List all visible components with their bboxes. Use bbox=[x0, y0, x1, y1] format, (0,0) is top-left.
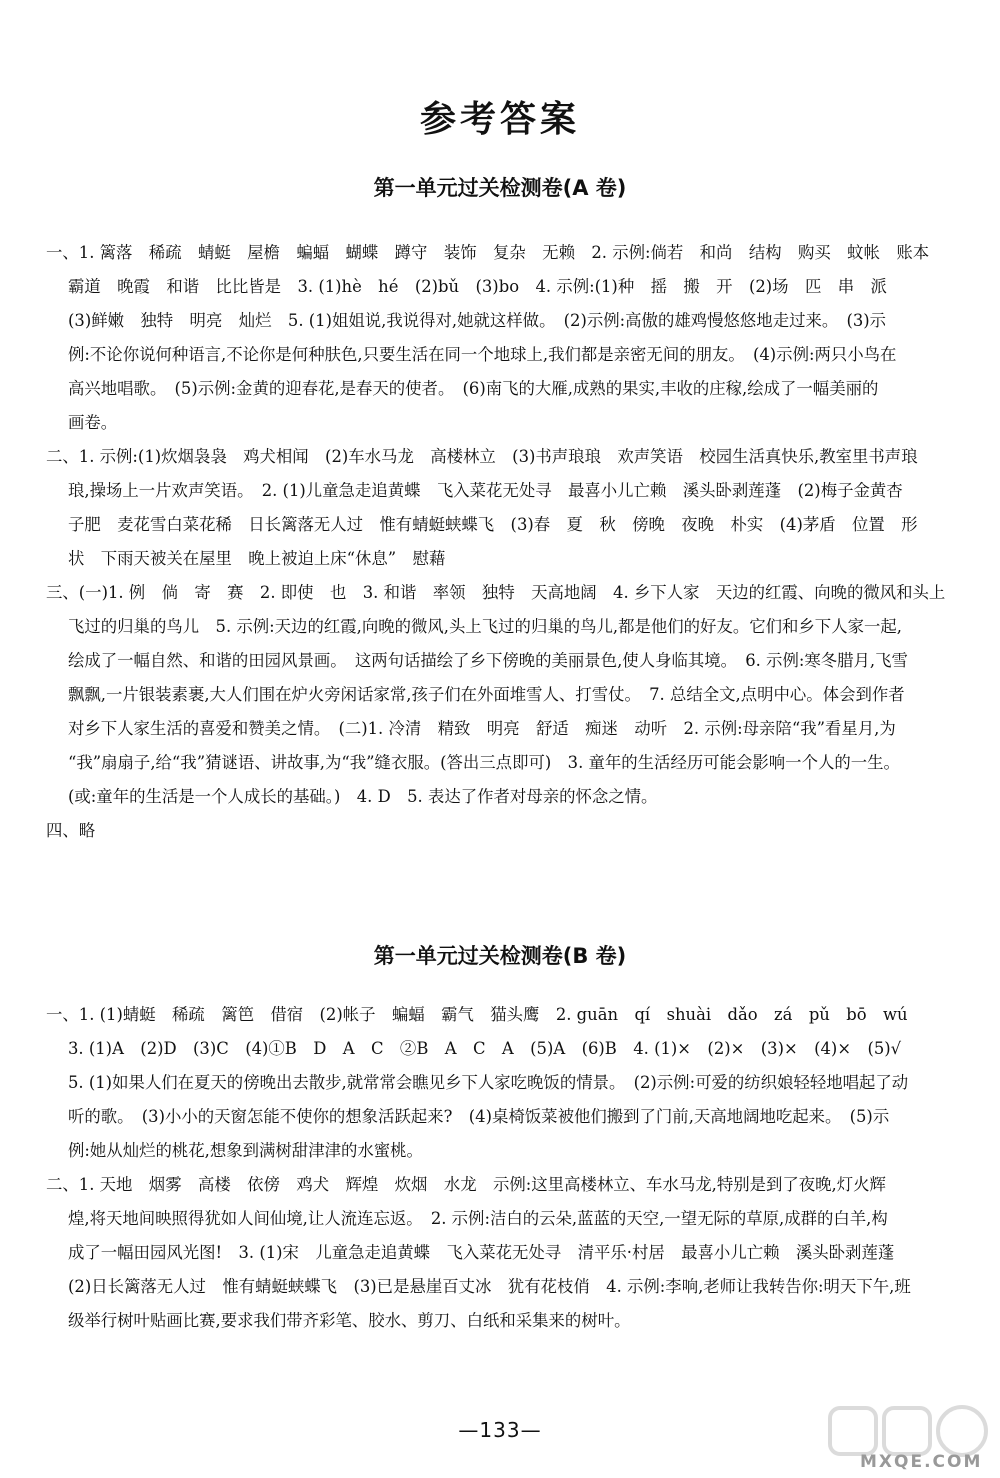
answer-line: (或:童年的生活是一个人成长的基础。) 4. D 5. 表达了作者对母亲的怀念之情。 bbox=[68, 787, 658, 806]
answer-line: “我”扇扇子,给“我”猜谜语、讲故事,为“我”缝衣服。(答出三点即可) 3. 童年的生活经历可能会影响一个人的一生。 bbox=[68, 753, 900, 772]
answer-line: 听的歌。 (3)小小的天窗怎能不使你的想象活跃起来? (4)桌椅饭菜被他们搬到了门前,天高地阔地吃起来。 (5)示 bbox=[68, 1107, 890, 1126]
answer-line: 绘成了一幅自然、和谐的田园风景画。 这两句话描绘了乡下傍晚的美丽景色,使人身临其境。 6. 示例:寒冬腊月,飞雪 bbox=[68, 651, 908, 670]
answer-line: 飘飘,一片银装素裹,大人们围在炉火旁闲话家常,孩子们在外面堆雪人、打雪仗。 7. 总结全文,点明中心。体会到作者 bbox=[68, 685, 905, 704]
answer-line: 状 下雨天被关在屋里 晚上被迫上床“休息” 慰藉 bbox=[68, 549, 446, 568]
answer-line: (2)日长篱落无人过 惟有蜻蜓蛱蝶飞 (3)已是悬崖百丈冰 犹有花枝俏 4. 示例:李响,老师让我转告你:明天下午,班 bbox=[68, 1277, 911, 1296]
answer-line: 霸道 晚霞 和谐 比比皆是 3. (1)hè hé (2)bǔ (3)bo 4. 示例:(1)种 摇 搬 开 (2)场 匹 串 派 bbox=[68, 277, 887, 296]
answer-line: 3. (1)A (2)D (3)C (4)①B D A C ②B A C A (5)A (6)B 4. (1)× (2)× (3)× (4)× (5)√ bbox=[68, 1039, 902, 1058]
watermark-text: MXQE.COM bbox=[860, 1452, 983, 1472]
answer-line: 例:她从灿烂的桃花,想象到满树甜津津的水蜜桃。 bbox=[68, 1141, 423, 1160]
answer-line: 例:不论你说何种语言,不论你是何种肤色,只要生活在同一个地球上,我们都是亲密无间的朋友。 (4)示例:两只小鸟在 bbox=[68, 345, 897, 364]
answer-line: 子肥 麦花雪白菜花稀 日长篱落无人过 惟有蜻蜓蛱蝶飞 (3)春 夏 秋 傍晚 夜晚 朴实 (4)茅盾 位置 形 bbox=[68, 515, 918, 534]
answer-line: 二、1. 示例:(1)炊烟袅袅 鸡犬相闻 (2)车水马龙 高楼林立 (3)书声琅琅 欢声笑语 校园生活真快乐,教室里书声琅 bbox=[46, 447, 918, 466]
answer-line: 对乡下人家生活的喜爱和赞美之情。 (二)1. 冷清 精致 明亮 舒适 痴迷 动听 2. 示例:母亲陪“我”看星月,为 bbox=[68, 719, 896, 738]
answer-line: 画卷。 bbox=[68, 413, 118, 432]
answer-line: 飞过的归巢的鸟儿 5. 示例:天边的红霞,向晚的微风,头上飞过的归巢的鸟儿,都是他们的好友。它们和乡下人家一起, bbox=[68, 617, 902, 636]
page-number: —133— bbox=[458, 1418, 542, 1442]
section-b-title: 第一单元过关检测卷(B 卷) bbox=[373, 944, 627, 968]
answer-line: 成了一幅田园风光图! 3. (1)宋 儿童急走追黄蝶 飞入菜花无处寻 清平乐·村居 最喜小儿亡赖 溪头卧剥莲蓬 bbox=[68, 1243, 895, 1262]
answer-line: 5. (1)如果人们在夏天的傍晚出去散步,就常常会瞧见乡下人家吃晚饭的情景。 (2)示例:可爱的纺织娘轻轻地唱起了动 bbox=[68, 1073, 909, 1092]
answer-line: 二、1. 天地 烟雾 高楼 依傍 鸡犬 辉煌 炊烟 水龙 示例:这里高楼林立、车水马龙,特别是到了夜晚,灯火辉 bbox=[46, 1175, 886, 1194]
page-title: 参考答案 bbox=[419, 99, 580, 140]
answer-line: 一、1. (1)蜻蜓 稀疏 篱笆 借宿 (2)帐子 蝙蝠 霸气 猫头鹰 2. guān qí shuài dǎo zá pǔ bō wú bbox=[46, 1005, 908, 1024]
section-b-answers bbox=[46, 998, 946, 1338]
answer-line: 四、略 bbox=[46, 821, 96, 840]
answer-line: 级举行树叶贴画比赛,要求我们带齐彩笔、胶水、剪刀、白纸和采集来的树叶。 bbox=[68, 1311, 631, 1330]
section-a-title: 第一单元过关检测卷(A 卷) bbox=[373, 176, 627, 200]
section-a-answers bbox=[46, 236, 946, 848]
answer-line: 三、(一)1. 例 倘 寄 赛 2. 即使 也 3. 和谐 率领 独特 天高地阔 4. 乡下人家 天边的红霞、向晚的微风和头上 bbox=[46, 583, 946, 602]
answer-line: 高兴地唱歌。 (5)示例:金黄的迎春花,是春天的使者。 (6)南飞的大雁,成熟的果实,丰收的庄稼,绘成了一幅美丽的 bbox=[68, 379, 879, 398]
answer-line: (3)鲜嫩 独特 明亮 灿烂 5. (1)姐姐说,我说得对,她就这样做。 (2)示例:高傲的雄鸡慢悠悠地走过来。 (3)示 bbox=[68, 311, 887, 330]
answer-line: 一、1. 篱落 稀疏 蜻蜓 屋檐 蝙蝠 蝴蝶 蹲守 装饰 复杂 无赖 2. 示例:倘若 和尚 结构 购买 蚊帐 账本 bbox=[46, 243, 930, 262]
answer-line: 煌,将天地间映照得犹如人间仙境,让人流连忘返。 2. 示例:洁白的云朵,蓝蓝的天空,一望无际的草原,成群的白羊,构 bbox=[68, 1209, 888, 1228]
answer-line: 琅,操场上一片欢声笑语。 2. (1)儿童急走追黄蝶 飞入菜花无处寻 最喜小儿亡赖 溪头卧剥莲蓬 (2)梅子金黄杏 bbox=[68, 481, 903, 500]
